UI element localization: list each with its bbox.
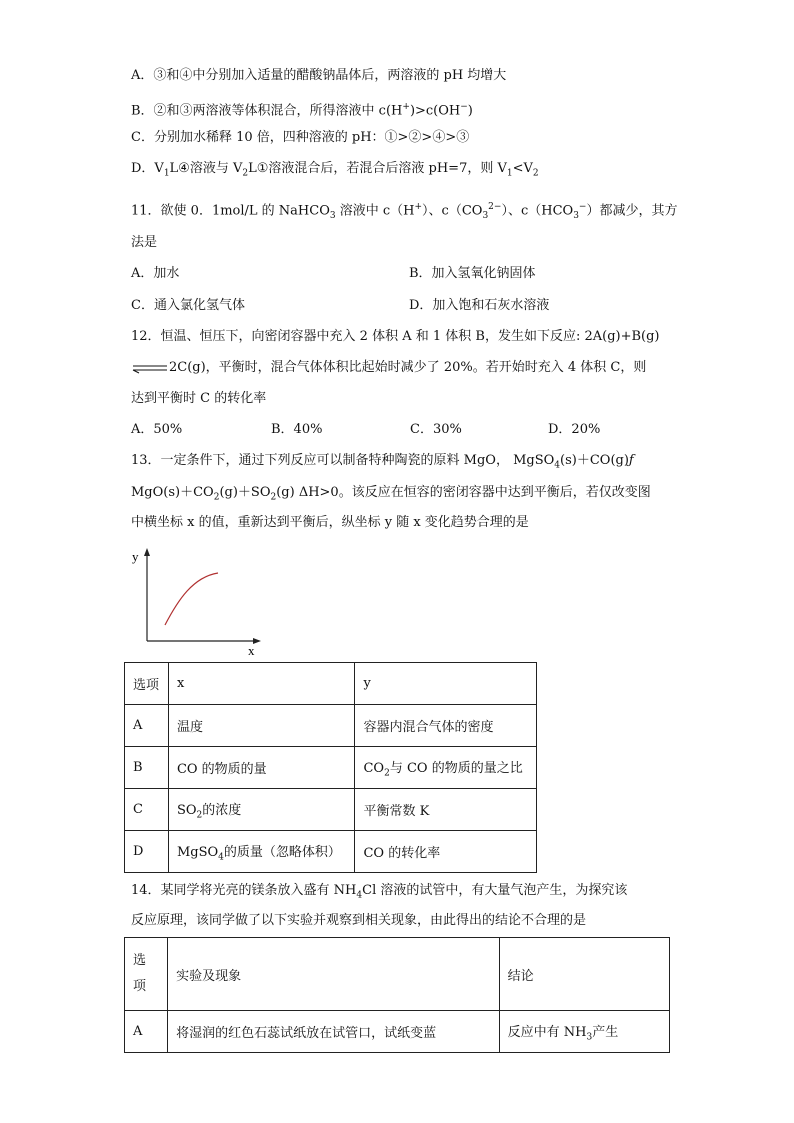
trend-graph bbox=[128, 545, 268, 657]
q12-option-a: A．50% bbox=[131, 422, 183, 437]
q12-stem-line2: 2C(g)，平衡时，混合气体体积比起始时减少了 20%。若开始时充入 4 体积 C，则 bbox=[131, 359, 646, 377]
q13-stem-line2: $MgO(s)+CO_2(g)+SO_2(g)$ ΔH>0。该反应在恒容的密闭容器中达到平衡后，若仅改变图 bbox=[131, 485, 651, 503]
q11-option-d: D．加入饱和石灰水溶液 bbox=[409, 298, 550, 313]
q13-stem-line3: 中横坐标 x 的值，重新达到平衡后，纵坐标 y 随 x 变化趋势合理的是 bbox=[131, 515, 529, 530]
header-experiment: 实验及现象 bbox=[168, 938, 500, 1011]
q11-option-c: C．通入氯化氢气体 bbox=[131, 298, 245, 313]
q12-stem-line3: 达到平衡时 C 的转化率 bbox=[131, 391, 267, 406]
q12-option-b: B．40% bbox=[271, 422, 323, 437]
q14-stem-line1: 14．某同学将光亮的镁条放入盛有 $NH_4Cl$ 溶液的试管中，有大量气泡产生，为探究该 bbox=[131, 883, 628, 901]
q14-stem-line2: 反应原理，该同学做了以下实验并观察到相关现象，由此得出的结论不合理的是 bbox=[131, 913, 587, 928]
table-header-row bbox=[125, 938, 670, 1011]
q12-option-c: C．30% bbox=[410, 422, 462, 437]
q10-option-d: D．$V_1L④$溶液与 $V_2L①$溶液混合后，若混合后溶液 pH=7，则 $V_1<V_2$ bbox=[131, 161, 539, 179]
y-axis-label: y bbox=[132, 549, 139, 564]
y-axis-arrow-icon bbox=[144, 548, 150, 556]
q10-option-b: B．②和③两溶液等体积混合，所得溶液中 c(H+)>c(OH−) bbox=[131, 102, 473, 119]
q11-option-b: B．加入氢氧化钠固体 bbox=[409, 266, 536, 281]
q10-option-c: C．分别加水稀释 10 倍，四种溶液的 pH：①>②>④>③ bbox=[131, 130, 470, 145]
table-header-row bbox=[125, 663, 537, 705]
header-conclusion: 结论 bbox=[499, 938, 669, 1011]
q11-option-a: A．加水 bbox=[131, 266, 180, 281]
q11-stem: 11．欲使 0．1mol/L 的 NaHCO$_3$ 溶液中 c（H+）、$c(CO_3^{2-})$、$c(HCO_3^-)$都减少，其方 bbox=[131, 202, 678, 221]
table-row: C $SO_2$的浓度 平衡常数 K bbox=[125, 789, 537, 831]
header-x: x bbox=[168, 663, 355, 705]
table-row: A 温度 容器内混合气体的密度 bbox=[125, 705, 537, 747]
x-axis-label: x bbox=[248, 643, 255, 657]
q11-stem-line2: 法是 bbox=[131, 235, 158, 250]
q10-option-a: A．③和④中分别加入适量的醋酸钠晶体后，两溶液的 pH 均增大 bbox=[131, 68, 507, 83]
trend-curve bbox=[165, 573, 218, 625]
q12-stem-line1: 12．恒温、恒压下，向密闭容器中充入 2 体积 A 和 1 体积 B，发生如下反应: 2A(g)+B(g) bbox=[131, 329, 660, 344]
header-y: y bbox=[355, 663, 537, 705]
table-row: A 将湿润的红色石蕊试纸放在试管口，试纸变蓝 反应中有 $NH_3$产生 bbox=[125, 1011, 670, 1053]
equilibrium-arrow-icon bbox=[131, 362, 169, 374]
table-row: D MgSO$_4$的质量（忽略体积） CO 的转化率 bbox=[125, 831, 537, 873]
header-option: 选 项 bbox=[125, 938, 168, 1011]
header-option: 选项 bbox=[125, 663, 169, 705]
q12-option-d: D．20% bbox=[548, 422, 601, 437]
q13-options-table bbox=[124, 662, 537, 873]
q14-experiment-table bbox=[124, 937, 670, 1053]
q13-stem-line1: 13．一定条件下，通过下列反应可以制备特种陶瓷的原料 MgO， MgSO$_4$(s)＋CO(g)ƒ bbox=[131, 453, 634, 471]
table-row: B CO 的物质的量 $CO_2$与 CO 的物质的量之比 bbox=[125, 747, 537, 789]
